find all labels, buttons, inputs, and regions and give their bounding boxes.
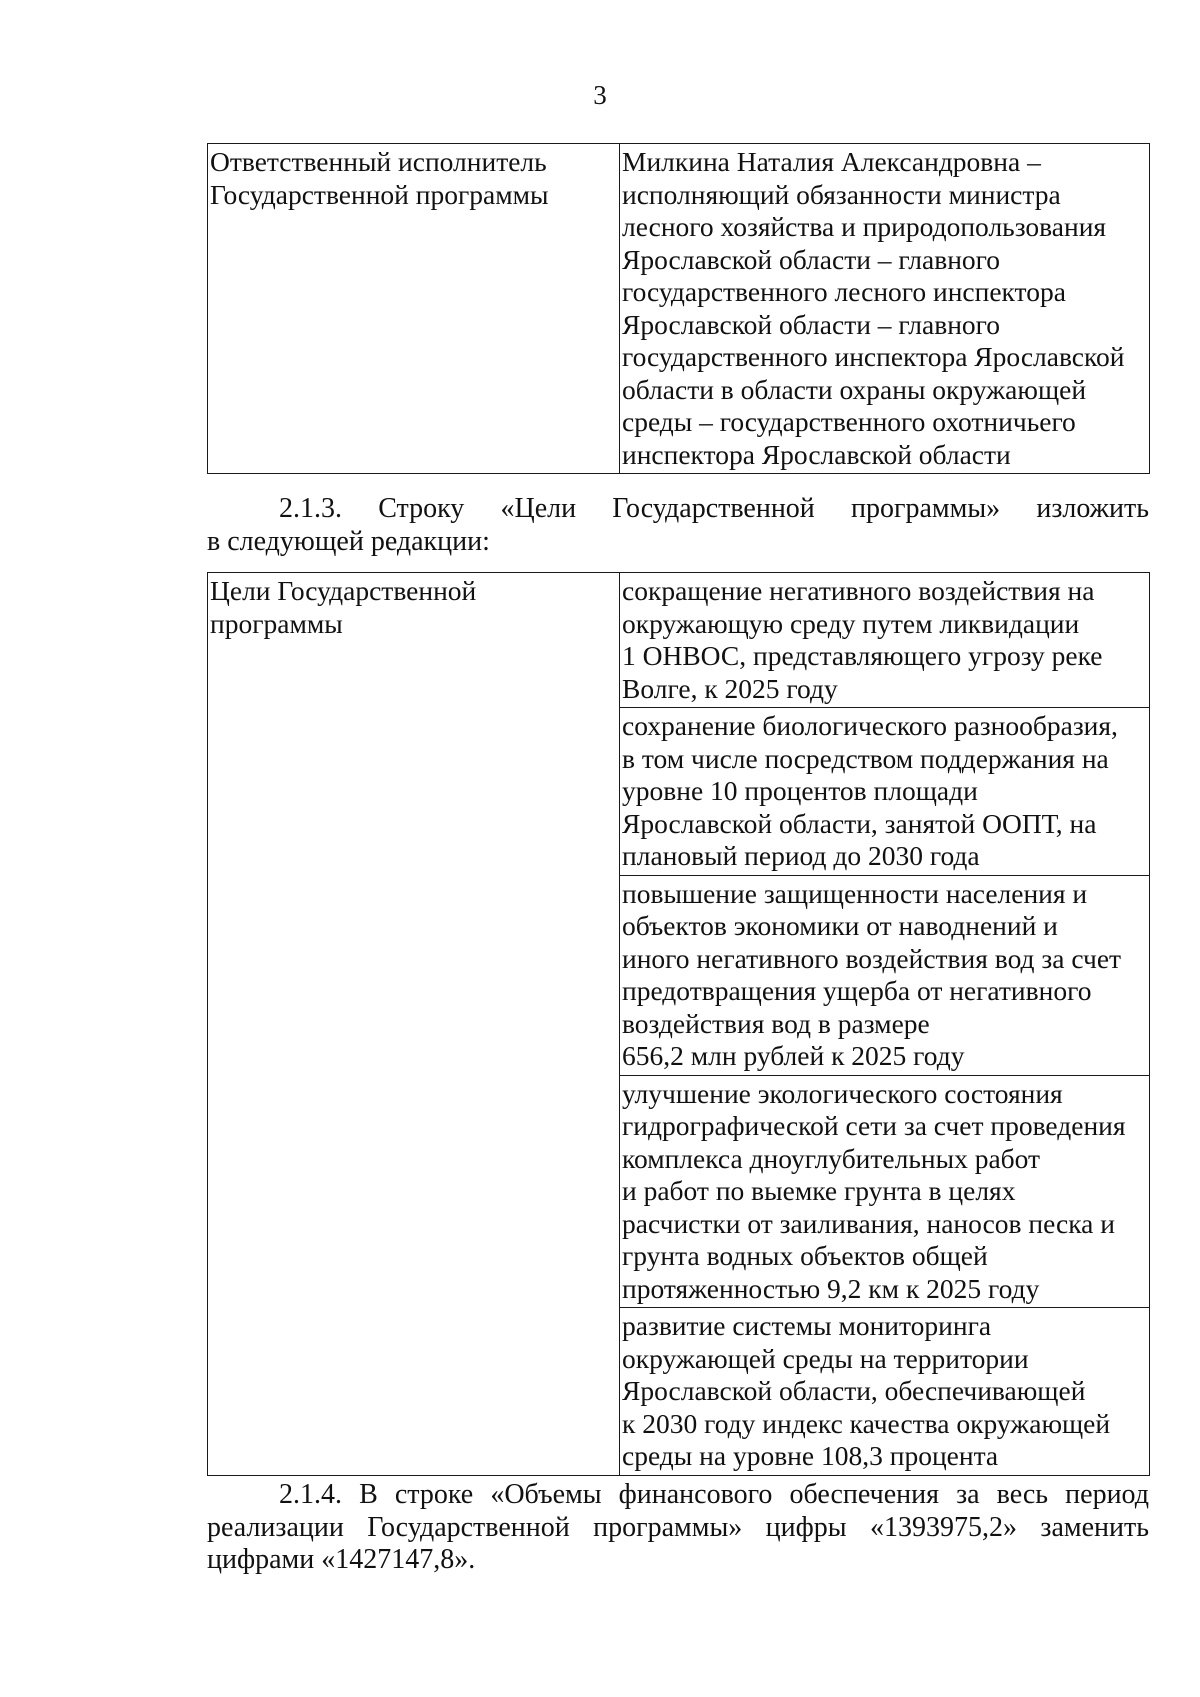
goal-line: грунта водных объектов общей: [622, 1240, 988, 1271]
goal-line: 656,2 млн рублей к 2025 году: [622, 1040, 965, 1071]
goal-line: иного негативного воздействия вод за счет: [622, 942, 1122, 974]
goal-line: уровне 10 процентов площади: [622, 775, 978, 806]
executor-value-line: инспектора Ярославской области: [622, 438, 1011, 470]
goal-line: Волге, к 2025 году: [622, 672, 838, 704]
executor-value-line: области в области охраны окружающей: [622, 373, 1087, 405]
executor-value-line: исполняющий обязанности министра: [622, 178, 1061, 210]
goal-line: протяженностью 9,2 км к 2025 году: [622, 1272, 1040, 1304]
executor-value-line: среды – государственного охотничьего: [622, 406, 1076, 437]
paragraph-line: реализации Государственной программы» цифры «1393975,2» заменить: [207, 1511, 1149, 1543]
paragraph-line: 2.1.4. В строке «Объемы финансового обеспечения за весь период: [279, 1479, 1149, 1510]
goal-line: гидрографической сети за счет проведения: [622, 1110, 1126, 1141]
goal-cell: [620, 875, 1150, 1075]
paragraph-2-1-4: [207, 1479, 1149, 1577]
goal-line: 1 ОНВОС, представляющего угрозу реке: [622, 640, 1103, 671]
executor-value-line: государственного лесного инспектора: [622, 276, 1066, 307]
executor-value-line: Милкина Наталия Александровна –: [622, 146, 1041, 177]
goal-cell: [620, 708, 1150, 876]
program-goals-table: [207, 572, 1150, 1476]
executor-value-line: государственного инспектора Ярославской: [622, 341, 1125, 372]
goal-line: объектов экономики от наводнений и: [622, 910, 1058, 941]
executor-value-line: Ярославской области – главного: [622, 243, 1001, 275]
executor-value-line: лесного хозяйства и природопользования: [622, 211, 1107, 242]
goal-line: расчистки от заиливания, наносов песка и: [622, 1207, 1115, 1239]
table-row: [208, 573, 1150, 708]
goal-line: предотвращения ущерба от негативного: [622, 975, 1092, 1006]
goal-line: Ярославской области, обеспечивающей: [622, 1375, 1086, 1406]
goal-cell: [620, 573, 1150, 708]
executor-label-cell: [208, 144, 620, 474]
goal-line: сокращение негативного воздействия на: [622, 575, 1095, 606]
goal-cell: [620, 1308, 1150, 1476]
goal-line: повышение защищенности населения и: [622, 877, 1088, 909]
goal-line: окружающую среду путем ликвидации: [622, 607, 1080, 639]
goal-line: плановый период до 2030 года: [622, 840, 980, 871]
paragraph-line: в следующей редакции:: [207, 525, 490, 557]
executor-label-line: Государственной программы: [210, 178, 549, 210]
page-number: 3: [593, 80, 607, 110]
goal-line: Ярославской области, занятой ООПТ, на: [622, 807, 1097, 839]
executor-value-line: Ярославской области – главного: [622, 308, 1001, 340]
goals-label-line: Цели Государственной: [210, 575, 477, 606]
responsible-executor-table: [207, 143, 1150, 474]
goals-label-cell: [208, 573, 620, 1476]
goal-cell: [620, 1075, 1150, 1308]
goal-line: сохранение биологического разнообразия,: [622, 710, 1118, 741]
table-row: [208, 144, 1150, 474]
goal-line: воздействия вод в размере: [622, 1007, 930, 1039]
executor-label-line: Ответственный исполнитель: [210, 146, 547, 177]
goal-line: развитие системы мониторинга: [622, 1310, 992, 1341]
goal-line: в том числе посредством поддержания на: [622, 742, 1109, 774]
goal-line: окружающей среды на территории: [622, 1342, 1029, 1374]
paragraph-line: 2.1.3. Строку «Цели Государственной программы» изложить: [279, 493, 1149, 524]
paragraph-2-1-3: [207, 493, 1149, 558]
goal-line: к 2030 году индекс качества окружающей: [622, 1407, 1111, 1439]
goal-line: среды на уровне 108,3 процента: [622, 1440, 999, 1471]
goals-label-line: программы: [210, 607, 343, 639]
goal-line: и работ по выемке грунта в целях: [622, 1175, 1016, 1206]
executor-value-cell: [620, 144, 1150, 474]
goal-line: улучшение экологического состояния: [622, 1077, 1063, 1109]
goal-line: комплекса дноуглубительных работ: [622, 1142, 1041, 1174]
paragraph-line: цифрами «1427147,8».: [207, 1544, 476, 1575]
